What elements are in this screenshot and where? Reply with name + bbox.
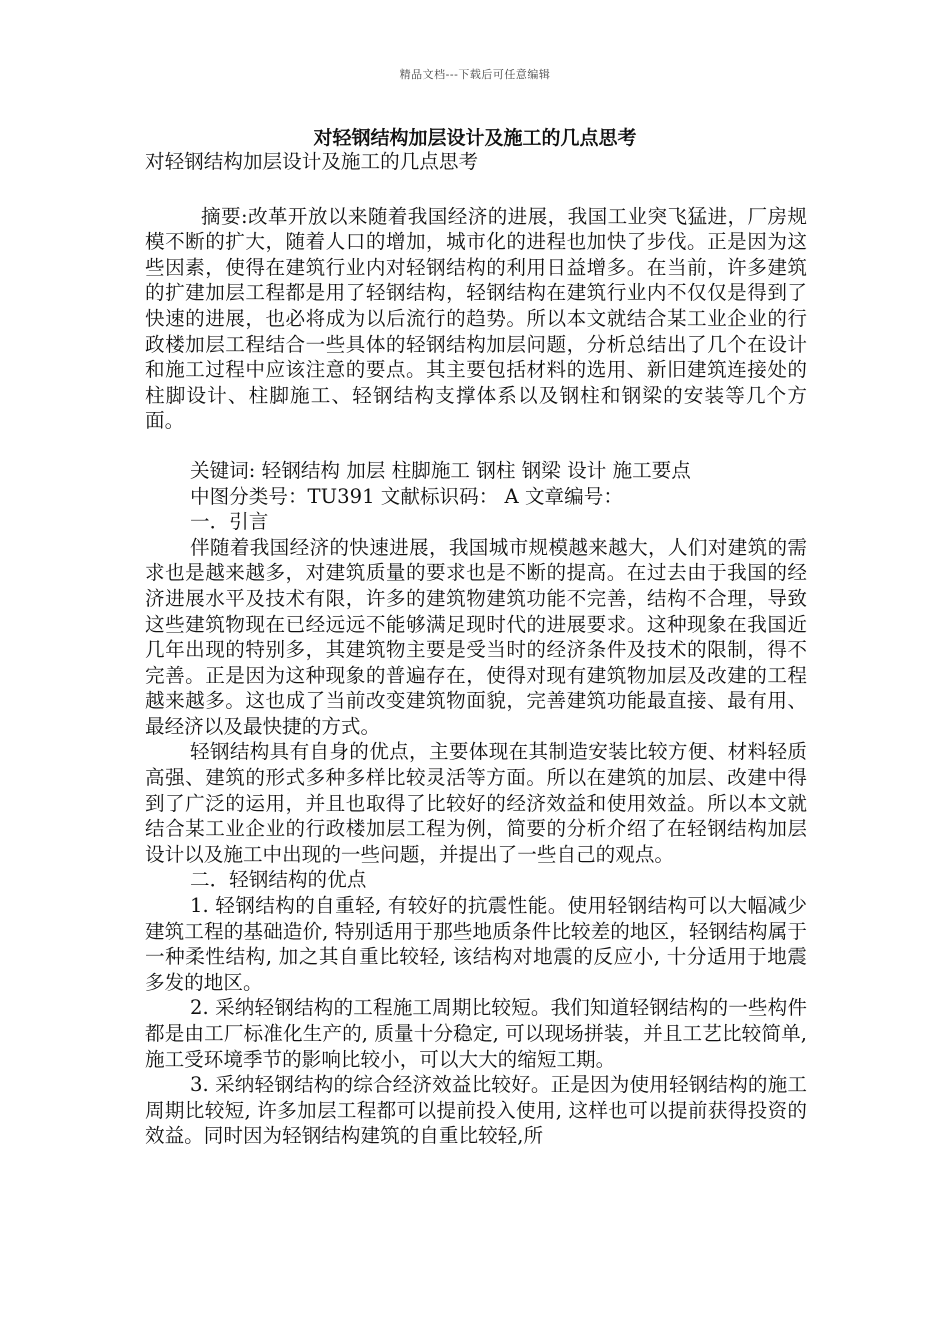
spacer <box>145 434 807 458</box>
section-heading-introduction: 一．引言 <box>190 510 269 534</box>
advantage-item-3: 3. 采纳轻钢结构的综合经济效益比较好。正是因为使用轻钢结构的施工周期比较短, 许多加层工程都可以提前投入使用, 这样也可以提前获得投资的效益。同时因为轻钢结构建筑的自重比较轻,所 <box>145 1073 807 1148</box>
introduction-paragraph-1: 伴随着我国经济的快速进展，我国城市规模越来越大，人们对建筑的需求也是越来越多，对建筑质量的要求也是不断的提高。在过去由于我国的经济进展水平及技术有限，许多的建筑物建筑功能不完善，结构不合理，导致这些建筑物现在已经远远不能够满足现时代的进展要求。这种现象在我国近几年出现的特别多，其建筑物主要是受当时的经济条件及技术的限制，得不完善。正是因为这种现象的普遍存在，使得对现有建筑物加层及改建的工程越来越多。这也成了当前改变建筑物面貌，完善建筑功能最直接、最有用、最经济以及最快捷的方式。 <box>145 535 807 738</box>
section-heading-advantages: 二．轻钢结构的优点 <box>190 868 367 892</box>
introduction-paragraph-2: 轻钢结构具有自身的优点，主要体现在其制造安装比较方便、材料轻质高强、建筑的形式多种多样比较灵活等方面。所以在建筑的加层、改建中得到了广泛的运用，并且也取得了比较好的经济效益和使用效益。所以本文就结合某工业企业的行政楼加层工程为例，简要的分析介绍了在轻钢结构加层设计以及施工中出现的一些问题，并提出了一些自己的观点。 <box>145 740 807 866</box>
advantage-item-2: 2. 采纳轻钢结构的工程施工周期比较短。我们知道轻钢结构的一些构件都是由工厂标准化生产的, 质量十分稳定, 可以现场拼装，并且工艺比较简单,施工受环境季节的影响比较小，可以大大的缩短工期。 <box>145 996 807 1071</box>
spacer <box>145 175 807 204</box>
classification-line: 中图分类号：TU391 文献标识码： A 文章编号： <box>190 484 623 508</box>
advantage-item-1: 1. 轻钢结构的自重轻, 有较好的抗震性能。使用轻钢结构可以大幅减少建筑工程的基础造价, 特别适用于那些地质条件比较差的地区，轻钢结构属于一种柔性结构, 加之其自重比较轻, 该结构对地震的反应小, 十分适用于地震多发的地区。 <box>145 894 807 994</box>
keywords-line: 关键词: 轻钢结构 加层 柱脚施工 钢柱 钢梁 设计 施工要点 <box>190 458 691 482</box>
header-note: 精品文档---下载后可任意编辑 <box>399 68 551 81</box>
document-subtitle: 对轻钢结构加层设计及施工的几点思考 <box>145 150 479 173</box>
abstract-paragraph: 摘要:改革开放以来随着我国经济的进展，我国工业突飞猛进，厂房规模不断的扩大，随着人口的增加，城市化的进程也加快了步伐。正是因为这些因素，使得在建筑行业内对轻钢结构的利用日益增多。在当前，许多建筑的扩建加层工程都是用了轻钢结构，轻钢结构在建筑行业内不仅仅是得到了快速的进展，也必将成为以后流行的趋势。所以本文就结合某工业企业的行政楼加层工程结合一些具体的轻钢结构加层问题，分析总结出了几个在设计和施工过程中应该注意的要点。其主要包括材料的选用、新旧建筑连接处的柱脚设计、柱脚施工、轻钢结构支撑体系以及钢柱和钢梁的安装等几个方面。 <box>145 204 807 433</box>
document-body <box>145 149 807 1149</box>
document-title: 对轻钢结构加层设计及施工的几点思考 <box>313 127 637 149</box>
